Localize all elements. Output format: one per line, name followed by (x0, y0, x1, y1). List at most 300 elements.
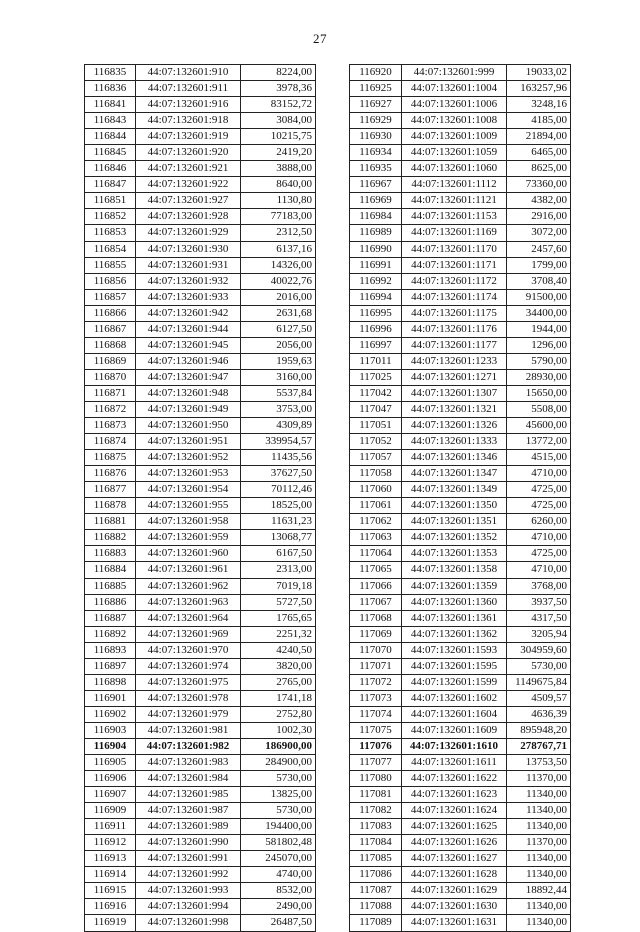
table-row (85, 562, 316, 578)
table-row (350, 321, 571, 337)
cadastral-number-cell: 44:07:132601:964 (136, 610, 241, 626)
cadastral-number-cell: 44:07:132601:982 (136, 738, 241, 754)
record-id-cell: 116843 (85, 113, 136, 129)
value-cell: 8532,00 (241, 883, 316, 899)
value-cell: 2419,20 (241, 145, 316, 161)
table-row (350, 578, 571, 594)
record-id-cell: 117074 (350, 706, 402, 722)
value-cell: 3072,00 (507, 225, 571, 241)
cadastral-number-cell: 44:07:132601:1593 (402, 642, 507, 658)
record-id-cell: 117067 (350, 594, 402, 610)
cadastral-number-cell: 44:07:132601:954 (136, 482, 241, 498)
value-cell: 40022,76 (241, 273, 316, 289)
record-id-cell: 116869 (85, 353, 136, 369)
record-id-cell: 116994 (350, 289, 402, 305)
value-cell: 11370,00 (507, 835, 571, 851)
record-id-cell: 116883 (85, 546, 136, 562)
value-cell: 2916,00 (507, 209, 571, 225)
record-id-cell: 116991 (350, 257, 402, 273)
table-row (85, 530, 316, 546)
value-cell: 11340,00 (507, 915, 571, 931)
cadastral-number-cell: 44:07:132601:983 (136, 755, 241, 771)
value-cell: 5727,50 (241, 594, 316, 610)
value-cell: 8625,00 (507, 161, 571, 177)
cadastral-number-cell: 44:07:132601:1346 (402, 450, 507, 466)
value-cell: 11340,00 (507, 851, 571, 867)
record-id-cell: 117011 (350, 353, 402, 369)
value-cell: 3205,94 (507, 626, 571, 642)
value-cell: 6167,50 (241, 546, 316, 562)
table-row (85, 578, 316, 594)
record-id-cell: 116901 (85, 690, 136, 706)
cadastral-number-cell: 44:07:132601:919 (136, 129, 241, 145)
value-cell: 91500,00 (507, 289, 571, 305)
table-row (85, 65, 316, 81)
value-cell: 14326,00 (241, 257, 316, 273)
cadastral-number-cell: 44:07:132601:921 (136, 161, 241, 177)
table-row (85, 658, 316, 674)
value-cell: 4725,00 (507, 498, 571, 514)
value-cell: 73360,00 (507, 177, 571, 193)
cadastral-number-cell: 44:07:132601:953 (136, 466, 241, 482)
cadastral-number-cell: 44:07:132601:929 (136, 225, 241, 241)
record-id-cell: 116929 (350, 113, 402, 129)
table-row (85, 883, 316, 899)
value-cell: 3768,00 (507, 578, 571, 594)
value-cell: 28930,00 (507, 369, 571, 385)
cadastral-number-cell: 44:07:132601:991 (136, 851, 241, 867)
cadastral-number-cell: 44:07:132601:1233 (402, 353, 507, 369)
table-row (350, 129, 571, 145)
table-row (350, 530, 571, 546)
value-cell: 2765,00 (241, 674, 316, 690)
table-row (350, 289, 571, 305)
record-id-cell: 116845 (85, 145, 136, 161)
cadastral-number-cell: 44:07:132601:918 (136, 113, 241, 129)
record-id-cell: 117070 (350, 642, 402, 658)
table-row (350, 97, 571, 113)
record-id-cell: 116886 (85, 594, 136, 610)
cadastral-number-cell: 44:07:132601:945 (136, 337, 241, 353)
value-cell: 1002,30 (241, 722, 316, 738)
record-id-cell: 116893 (85, 642, 136, 658)
cadastral-number-cell: 44:07:132601:984 (136, 771, 241, 787)
table-row (350, 674, 571, 690)
table-row (85, 321, 316, 337)
record-id-cell: 116902 (85, 706, 136, 722)
value-cell: 13753,50 (507, 755, 571, 771)
record-id-cell: 116996 (350, 321, 402, 337)
table-row (85, 466, 316, 482)
value-cell: 13772,00 (507, 434, 571, 450)
table-row (85, 418, 316, 434)
record-id-cell: 117076 (350, 738, 402, 754)
record-id-cell: 117072 (350, 674, 402, 690)
value-cell: 3820,00 (241, 658, 316, 674)
table-row (85, 81, 316, 97)
record-id-cell: 116887 (85, 610, 136, 626)
table-row (350, 658, 571, 674)
cadastral-number-cell: 44:07:132601:1060 (402, 161, 507, 177)
cadastral-number-cell: 44:07:132601:922 (136, 177, 241, 193)
cadastral-number-cell: 44:07:132601:961 (136, 562, 241, 578)
record-id-cell: 116867 (85, 321, 136, 337)
cadastral-number-cell: 44:07:132601:950 (136, 418, 241, 434)
record-id-cell: 117063 (350, 530, 402, 546)
value-cell: 21894,00 (507, 129, 571, 145)
record-id-cell: 116872 (85, 401, 136, 417)
record-id-cell: 117068 (350, 610, 402, 626)
value-cell: 37627,50 (241, 466, 316, 482)
cadastral-number-cell: 44:07:132601:952 (136, 450, 241, 466)
table-row (350, 851, 571, 867)
cadastral-number-cell: 44:07:132601:1602 (402, 690, 507, 706)
record-id-cell: 116911 (85, 819, 136, 835)
record-id-cell: 116852 (85, 209, 136, 225)
value-cell: 11631,23 (241, 514, 316, 530)
value-cell: 34400,00 (507, 305, 571, 321)
cadastral-number-cell: 44:07:132601:1360 (402, 594, 507, 610)
cadastral-number-cell: 44:07:132601:1624 (402, 803, 507, 819)
value-cell: 5730,00 (241, 803, 316, 819)
value-cell: 1130,80 (241, 193, 316, 209)
value-cell: 339954,57 (241, 434, 316, 450)
value-cell: 4240,50 (241, 642, 316, 658)
cadastral-number-cell: 44:07:132601:1326 (402, 418, 507, 434)
table-row (350, 514, 571, 530)
cadastral-number-cell: 44:07:132601:978 (136, 690, 241, 706)
cadastral-number-cell: 44:07:132601:1177 (402, 337, 507, 353)
record-id-cell: 116846 (85, 161, 136, 177)
value-cell: 1149675,84 (507, 674, 571, 690)
table-row (350, 466, 571, 482)
cadastral-number-cell: 44:07:132601:1307 (402, 385, 507, 401)
table-row (350, 241, 571, 257)
table-row (85, 787, 316, 803)
table-row (85, 546, 316, 562)
value-cell: 18892,44 (507, 883, 571, 899)
record-id-cell: 116906 (85, 771, 136, 787)
value-cell: 4710,00 (507, 562, 571, 578)
cadastral-number-cell: 44:07:132601:951 (136, 434, 241, 450)
cadastral-number-cell: 44:07:132601:1630 (402, 899, 507, 915)
cadastral-number-cell: 44:07:132601:1350 (402, 498, 507, 514)
cadastral-number-cell: 44:07:132601:1174 (402, 289, 507, 305)
cadastral-number-cell: 44:07:132601:985 (136, 787, 241, 803)
value-cell: 1296,00 (507, 337, 571, 353)
record-id-cell: 117064 (350, 546, 402, 562)
cadastral-number-cell: 44:07:132601:1627 (402, 851, 507, 867)
table-row (85, 385, 316, 401)
table-row (350, 145, 571, 161)
table-row (85, 209, 316, 225)
cadastral-number-cell: 44:07:132601:989 (136, 819, 241, 835)
record-id-cell: 116878 (85, 498, 136, 514)
value-cell: 18525,00 (241, 498, 316, 514)
table-row (85, 642, 316, 658)
value-cell: 11340,00 (507, 787, 571, 803)
cadastral-number-cell: 44:07:132601:1170 (402, 241, 507, 257)
cadastral-number-cell: 44:07:132601:955 (136, 498, 241, 514)
cadastral-number-cell: 44:07:132601:1361 (402, 610, 507, 626)
table-row (350, 594, 571, 610)
table-row (350, 257, 571, 273)
value-cell: 11340,00 (507, 867, 571, 883)
cadastral-number-cell: 44:07:132601:969 (136, 626, 241, 642)
cadastral-number-cell: 44:07:132601:1626 (402, 835, 507, 851)
value-cell: 5730,00 (241, 771, 316, 787)
record-id-cell: 116853 (85, 225, 136, 241)
cadastral-number-cell: 44:07:132601:1172 (402, 273, 507, 289)
record-id-cell: 116874 (85, 434, 136, 450)
record-id-cell: 116897 (85, 658, 136, 674)
record-id-cell: 116919 (85, 915, 136, 931)
table-row (85, 690, 316, 706)
table-row (350, 369, 571, 385)
table-row (85, 193, 316, 209)
cadastral-number-cell: 44:07:132601:946 (136, 353, 241, 369)
record-id-cell: 117060 (350, 482, 402, 498)
cadastral-number-cell: 44:07:132601:1008 (402, 113, 507, 129)
cadastral-number-cell: 44:07:132601:1321 (402, 401, 507, 417)
record-id-cell: 117047 (350, 401, 402, 417)
table-row (85, 626, 316, 642)
record-id-cell: 117051 (350, 418, 402, 434)
record-id-cell: 116875 (85, 450, 136, 466)
record-id-cell: 116990 (350, 241, 402, 257)
record-id-cell: 117061 (350, 498, 402, 514)
value-cell: 26487,50 (241, 915, 316, 931)
table-row (350, 225, 571, 241)
cadastral-number-cell: 44:07:132601:1271 (402, 369, 507, 385)
value-cell: 245070,00 (241, 851, 316, 867)
cadastral-number-cell: 44:07:132601:1121 (402, 193, 507, 209)
cadastral-number-cell: 44:07:132601:1009 (402, 129, 507, 145)
table-row (85, 594, 316, 610)
table-row (350, 450, 571, 466)
table-row (350, 771, 571, 787)
cadastral-number-cell: 44:07:132601:928 (136, 209, 241, 225)
table-row (350, 562, 571, 578)
value-cell: 11435,56 (241, 450, 316, 466)
record-id-cell: 116984 (350, 209, 402, 225)
cadastral-number-cell: 44:07:132601:931 (136, 257, 241, 273)
record-id-cell: 116854 (85, 241, 136, 257)
record-id-cell: 117084 (350, 835, 402, 851)
value-cell: 4710,00 (507, 466, 571, 482)
record-id-cell: 116927 (350, 97, 402, 113)
cadastral-number-cell: 44:07:132601:963 (136, 594, 241, 610)
record-id-cell: 116930 (350, 129, 402, 145)
cadastral-number-cell: 44:07:132601:1333 (402, 434, 507, 450)
record-id-cell: 117081 (350, 787, 402, 803)
table-row (350, 209, 571, 225)
record-id-cell: 117052 (350, 434, 402, 450)
value-cell: 5508,00 (507, 401, 571, 417)
table-row (85, 177, 316, 193)
value-cell: 2752,80 (241, 706, 316, 722)
cadastral-number-cell: 44:07:132601:933 (136, 289, 241, 305)
table-row (350, 273, 571, 289)
table-row (85, 706, 316, 722)
value-cell: 4725,00 (507, 482, 571, 498)
cadastral-number-cell: 44:07:132601:1347 (402, 466, 507, 482)
table-row (350, 755, 571, 771)
table-row (85, 867, 316, 883)
table-row (350, 482, 571, 498)
value-cell: 8640,00 (241, 177, 316, 193)
cadastral-number-cell: 44:07:132601:970 (136, 642, 241, 658)
cadastral-number-cell: 44:07:132601:1611 (402, 755, 507, 771)
cadastral-number-cell: 44:07:132601:979 (136, 706, 241, 722)
cadastral-number-cell: 44:07:132601:1059 (402, 145, 507, 161)
table-row (85, 771, 316, 787)
value-cell: 3248,16 (507, 97, 571, 113)
value-cell: 8224,00 (241, 65, 316, 81)
record-id-cell: 116892 (85, 626, 136, 642)
value-cell: 13068,77 (241, 530, 316, 546)
record-id-cell: 116835 (85, 65, 136, 81)
record-id-cell: 116844 (85, 129, 136, 145)
cadastral-number-cell: 44:07:132601:1112 (402, 177, 507, 193)
value-cell: 284900,00 (241, 755, 316, 771)
record-id-cell: 117077 (350, 755, 402, 771)
cadastral-number-cell: 44:07:132601:1625 (402, 819, 507, 835)
record-id-cell: 116870 (85, 369, 136, 385)
table-row (350, 819, 571, 835)
value-cell: 5537,84 (241, 385, 316, 401)
page-number: 27 (313, 31, 327, 46)
table-row (350, 738, 571, 754)
table-row (350, 498, 571, 514)
table-row (350, 642, 571, 658)
table-row (350, 835, 571, 851)
record-id-cell: 116855 (85, 257, 136, 273)
value-cell: 3888,00 (241, 161, 316, 177)
record-id-cell: 116989 (350, 225, 402, 241)
value-cell: 278767,71 (507, 738, 571, 754)
table-row (85, 353, 316, 369)
value-cell: 77183,00 (241, 209, 316, 225)
record-id-cell: 116841 (85, 97, 136, 113)
table-row (350, 65, 571, 81)
table-row (85, 273, 316, 289)
record-id-cell: 116992 (350, 273, 402, 289)
value-cell: 4725,00 (507, 546, 571, 562)
value-cell: 6127,50 (241, 321, 316, 337)
record-id-cell: 116969 (350, 193, 402, 209)
cadastral-number-cell: 44:07:132601:920 (136, 145, 241, 161)
cadastral-number-cell: 44:07:132601:1006 (402, 97, 507, 113)
table-row (350, 305, 571, 321)
table-row (85, 369, 316, 385)
value-cell: 6260,00 (507, 514, 571, 530)
record-id-cell: 116877 (85, 482, 136, 498)
table-row (85, 225, 316, 241)
record-id-cell: 116905 (85, 755, 136, 771)
table-row (350, 610, 571, 626)
cadastral-number-cell: 44:07:132601:1622 (402, 771, 507, 787)
record-id-cell: 117062 (350, 514, 402, 530)
table-row (350, 722, 571, 738)
value-cell: 19033,02 (507, 65, 571, 81)
record-id-cell: 117087 (350, 883, 402, 899)
table-row (350, 434, 571, 450)
value-cell: 4185,00 (507, 113, 571, 129)
record-id-cell: 117065 (350, 562, 402, 578)
value-cell: 4515,00 (507, 450, 571, 466)
left-parcel-table (84, 64, 316, 932)
value-cell: 4317,50 (507, 610, 571, 626)
table-row (85, 161, 316, 177)
record-id-cell: 116967 (350, 177, 402, 193)
table-row (85, 819, 316, 835)
right-parcel-table (349, 64, 571, 932)
table-row (85, 803, 316, 819)
cadastral-number-cell: 44:07:132601:1595 (402, 658, 507, 674)
value-cell: 4309,89 (241, 418, 316, 434)
value-cell: 2457,60 (507, 241, 571, 257)
record-id-cell: 116851 (85, 193, 136, 209)
record-id-cell: 117085 (350, 851, 402, 867)
value-cell: 2312,50 (241, 225, 316, 241)
table-row (85, 257, 316, 273)
record-id-cell: 117042 (350, 385, 402, 401)
cadastral-number-cell: 44:07:132601:960 (136, 546, 241, 562)
value-cell: 1799,00 (507, 257, 571, 273)
cadastral-number-cell: 44:07:132601:1153 (402, 209, 507, 225)
record-id-cell: 116882 (85, 530, 136, 546)
record-id-cell: 117080 (350, 771, 402, 787)
cadastral-number-cell: 44:07:132601:944 (136, 321, 241, 337)
cadastral-number-cell: 44:07:132601:1358 (402, 562, 507, 578)
cadastral-number-cell: 44:07:132601:930 (136, 241, 241, 257)
record-id-cell: 116836 (85, 81, 136, 97)
record-id-cell: 117075 (350, 722, 402, 738)
value-cell: 6465,00 (507, 145, 571, 161)
value-cell: 2251,32 (241, 626, 316, 642)
table-row (350, 706, 571, 722)
record-id-cell: 116885 (85, 578, 136, 594)
record-id-cell: 116881 (85, 514, 136, 530)
cadastral-number-cell: 44:07:132601:1169 (402, 225, 507, 241)
record-id-cell: 116903 (85, 722, 136, 738)
value-cell: 1765,65 (241, 610, 316, 626)
value-cell: 7019,18 (241, 578, 316, 594)
record-id-cell: 117083 (350, 819, 402, 835)
cadastral-number-cell: 44:07:132601:994 (136, 899, 241, 915)
cadastral-number-cell: 44:07:132601:1604 (402, 706, 507, 722)
value-cell: 3753,00 (241, 401, 316, 417)
record-id-cell: 116925 (350, 81, 402, 97)
record-id-cell: 116997 (350, 337, 402, 353)
record-id-cell: 116934 (350, 145, 402, 161)
value-cell: 2313,00 (241, 562, 316, 578)
record-id-cell: 117058 (350, 466, 402, 482)
record-id-cell: 116916 (85, 899, 136, 915)
cadastral-number-cell: 44:07:132601:990 (136, 835, 241, 851)
value-cell: 4509,57 (507, 690, 571, 706)
cadastral-number-cell: 44:07:132601:1171 (402, 257, 507, 273)
table-row (350, 177, 571, 193)
record-id-cell: 116898 (85, 674, 136, 690)
cadastral-number-cell: 44:07:132601:975 (136, 674, 241, 690)
value-cell: 895948,20 (507, 722, 571, 738)
table-row (350, 113, 571, 129)
record-id-cell: 117066 (350, 578, 402, 594)
table-row (350, 690, 571, 706)
table-row (85, 145, 316, 161)
